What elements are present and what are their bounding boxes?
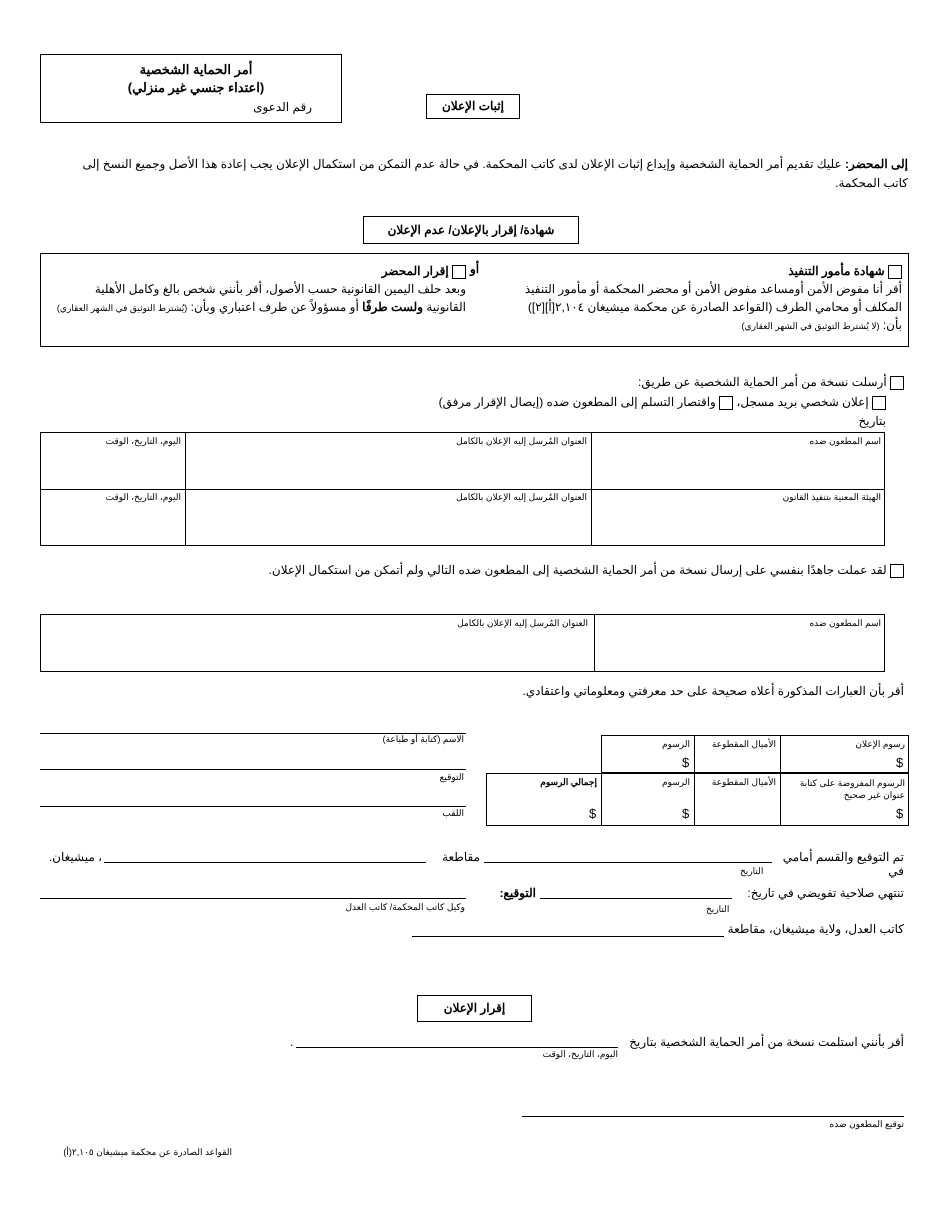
- name-label: الاسم (كتابة أو طباعة): [382, 734, 464, 744]
- officer-note: (لا يُشترط التوثيق في الشهر العقاري): [741, 321, 880, 331]
- michigan-label: ، ميشيغان.: [48, 850, 102, 864]
- ns-respondent-name-label: اسم المطعون ضده: [809, 618, 881, 628]
- officer-text: أقر أنا مفوض الأمن أومساعد مفوض الأمن أو محضر المحكمة أو مأمور التنفيذ المكلف أو محامي الطرف (القواعد الصادرة عن محكمة ميشيغان ٢,١٠٤[أ][٢]): [524, 282, 902, 314]
- officer-section: [500, 262, 902, 335]
- notary-signature-label: التوقيع:: [499, 886, 536, 900]
- server-checkbox[interactable]: [452, 265, 466, 279]
- ns-address-label: العنوان المُرسل إليه الإعلان بالكامل: [457, 618, 588, 628]
- officer-checkbox[interactable]: [888, 265, 902, 279]
- not-served-checkbox[interactable]: [890, 564, 904, 578]
- expires-text: تنتهي صلاحية تفويضي في تاريخ:: [747, 886, 904, 900]
- server-text-1: وبعد حلف اليمين القانونية حسب الأصول، أقر بأنني شخص بالغ وكامل الأهلية القانونية: [94, 282, 466, 314]
- fee-label-1: الرسوم: [662, 739, 690, 749]
- opt-personal: إعلان شخصي بريد مسجل،: [736, 395, 869, 409]
- service-fee-dollar: $: [896, 755, 904, 770]
- datetime-label-2: اليوم، التاريخ، الوقت: [105, 492, 181, 502]
- subscribed-text: تم التوقيع والقسم أمامي في: [782, 850, 904, 878]
- server-bold: ولست طرفًا: [362, 300, 423, 314]
- datetime-label-1: اليوم، التاريخ، الوقت: [105, 436, 181, 446]
- county-label: مقاطعة: [442, 850, 480, 864]
- declaration: أقر بأن العبارات المذكورة أعلاه صحيحة على حد معرفتي ومعلوماتي واعتقادي.: [522, 684, 904, 698]
- ack-datetime-label: اليوم، التاريخ، الوقت: [542, 1049, 618, 1059]
- opt-mail: واقتصار التسلم إلى المطعون ضده (إيصال الإقرار مرفق): [438, 395, 716, 409]
- total-fees-label: إجمالي الرسوم: [540, 777, 597, 787]
- miles-label-2: الأميال المقطوعة: [711, 777, 776, 787]
- served-checkbox[interactable]: [890, 376, 904, 390]
- ack-title: إقرار الإعلان: [417, 995, 532, 1022]
- or-label: أو: [470, 262, 480, 276]
- incorrect-address-fee-label: الرسوم المفروضة على كتابة عنوان غير صحيح: [799, 778, 905, 800]
- address-label-2: العنوان المُرسل إليه الإعلان بالكامل: [456, 492, 587, 502]
- deputy-label: وكيل كاتب المحكمة/ كاتب العدل: [345, 902, 465, 912]
- served-text: أرسلت نسخة من أمر الحماية الشخصية عن طريق:: [638, 375, 887, 389]
- personal-service-checkbox[interactable]: [872, 396, 886, 410]
- served-line: [400, 375, 904, 390]
- served-method-line: [400, 395, 886, 410]
- officer-that: بأن:: [882, 318, 902, 332]
- notary-date-label-1: التاريخ: [740, 866, 764, 876]
- ack-period: .: [290, 1035, 294, 1049]
- respondent-name-label: اسم المطعون ضده: [809, 436, 881, 446]
- not-served-text: لقد عملت جاهدًا بنفسي على إرسال نسخة من أمر الحماية الشخصية إلى المطعون ضده التالي ولم أتمكن من استكمال الإعلان.: [268, 563, 887, 577]
- agency-label: الهيئة المعنية بتنفيذ القانون: [782, 492, 881, 502]
- case-number-label: رقم الدعوى: [253, 100, 312, 114]
- footer-rule: القواعد الصادرة عن محكمة ميشيغان ٢,١٠٥(أ): [63, 1147, 232, 1157]
- officer-title: شهادة مأمور التنفيذ: [788, 264, 885, 278]
- order-title: أمر الحماية الشخصية: [139, 62, 253, 77]
- server-text-2: أو مسؤولاً عن طرف اعتباري وبأن:: [190, 300, 359, 314]
- fee-dollar-1: $: [682, 755, 690, 770]
- order-subtitle: (اعتداء جنسي غير منزلي): [127, 80, 265, 95]
- registered-mail-checkbox[interactable]: [719, 396, 733, 410]
- notary-public-text: كاتب العدل، ولاية ميشيغان، مقاطعة: [727, 922, 904, 936]
- total-fee-dollar: $: [589, 806, 597, 821]
- server-title: إقرار المحضر: [381, 264, 449, 278]
- server-note: (يُشترط التوثيق في الشهر العقاري): [56, 303, 188, 313]
- date-label: بتاريخ: [858, 414, 886, 428]
- form-title: إثبات الإعلان: [426, 94, 520, 119]
- server-section: [56, 262, 466, 317]
- ack-text: أقر بأنني استلمت نسخة من أمر الحماية الشخصية بتاريخ: [629, 1035, 904, 1049]
- notary-date-label-2: التاريخ: [706, 904, 730, 914]
- intro-paragraph: [58, 155, 908, 193]
- not-served-line: [200, 563, 904, 578]
- service-fee-label: رسوم الإعلان: [855, 739, 905, 749]
- address-label-1: العنوان المُرسل إليه الإعلان بالكامل: [456, 436, 587, 446]
- respondent-signature-label: توقيع المطعون ضده: [829, 1119, 904, 1129]
- cert-title: شهادة/ إقرار بالإعلان/ عدم الإعلان: [363, 216, 579, 244]
- miles-label-1: الأميال المقطوعة: [711, 739, 776, 749]
- fee-label-2: الرسوم: [662, 777, 690, 787]
- signature-label: التوقيع: [439, 772, 464, 782]
- intro-text: عليك تقديم أمر الحماية الشخصية وإيداع إثبات الإعلان لدى كاتب المحكمة. في حالة عدم التمكن من استكمال الإعلان يجب إعادة هذا الأصل وجميع النسخ إلى كاتب المحكمة.: [82, 157, 908, 190]
- title-label: اللقب: [442, 808, 464, 818]
- fee-dollar-2: $: [682, 806, 690, 821]
- intro-to-label: إلى المحضر:: [844, 157, 908, 171]
- incorrect-fee-dollar: $: [896, 806, 904, 821]
